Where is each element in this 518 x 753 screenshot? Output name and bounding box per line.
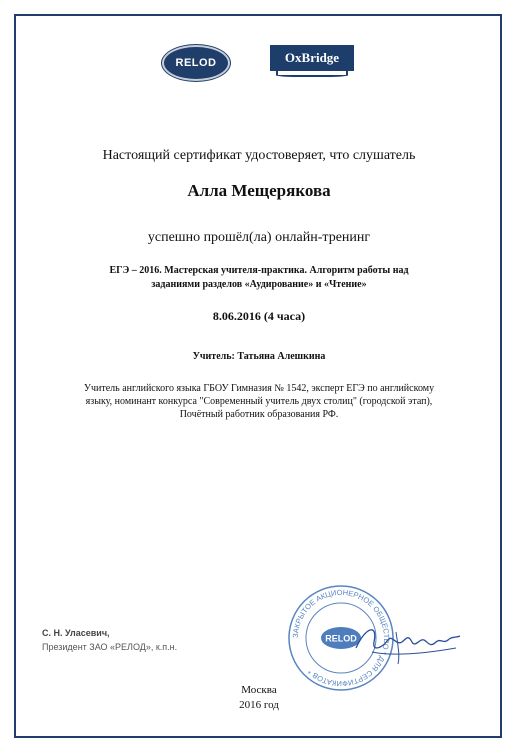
course-title-line: заданиями разделов «Аудирование» и «Чтение» [151, 279, 367, 290]
book-icon [276, 71, 348, 77]
course-title [0, 264, 518, 292]
teacher-name: Учитель: Татьяна Алешкина [192, 351, 326, 362]
oxbridge-logo-text: OxBridge [284, 50, 340, 65]
course-date: 8.06.2016 (4 часа) [212, 309, 306, 323]
relod-logo [162, 45, 230, 81]
year: 2016 год [239, 699, 279, 711]
city-year [0, 683, 518, 713]
signatory-title: Президент ЗАО «РЕЛОД», к.п.н. [42, 642, 178, 652]
handwritten-signature [352, 612, 462, 668]
teacher-bio-line: Учитель английского языка ГБОУ Гимназия № 1542, эксперт ЕГЭ по английскому [83, 383, 435, 394]
certificate-intro: Настоящий сертификат удостоверяет, что слушатель [102, 148, 416, 163]
stamp-center-text: RELOD [325, 633, 357, 644]
course-title-line: ЕГЭ – 2016. Мастерская учителя-практика. Алгоритм работы над [109, 265, 409, 276]
relod-logo-text: RELOD [175, 57, 217, 69]
signatory [42, 626, 177, 654]
recipient-name: Алла Мещерякова [187, 181, 331, 200]
teacher-bio [40, 382, 478, 421]
stamp-ring-text: ЗАКРЫТОЕ АКЦИОНЕРНОЕ ОБЩЕСТВО * ДЛЯ СЕРТИФИКАТОВ * [290, 587, 392, 689]
teacher-bio-line: языку, номинант конкурса "Современный учитель двух столиц" (городской этап), [85, 396, 433, 407]
signatory-name: С. Н. Уласевич, [42, 628, 110, 638]
city: Москва [241, 684, 277, 696]
teacher-bio-line: Почётный работник образования РФ. [179, 409, 339, 420]
oxbridge-logo [270, 45, 354, 79]
completion-text: успешно прошёл(ла) онлайн-тренинг [147, 230, 371, 245]
